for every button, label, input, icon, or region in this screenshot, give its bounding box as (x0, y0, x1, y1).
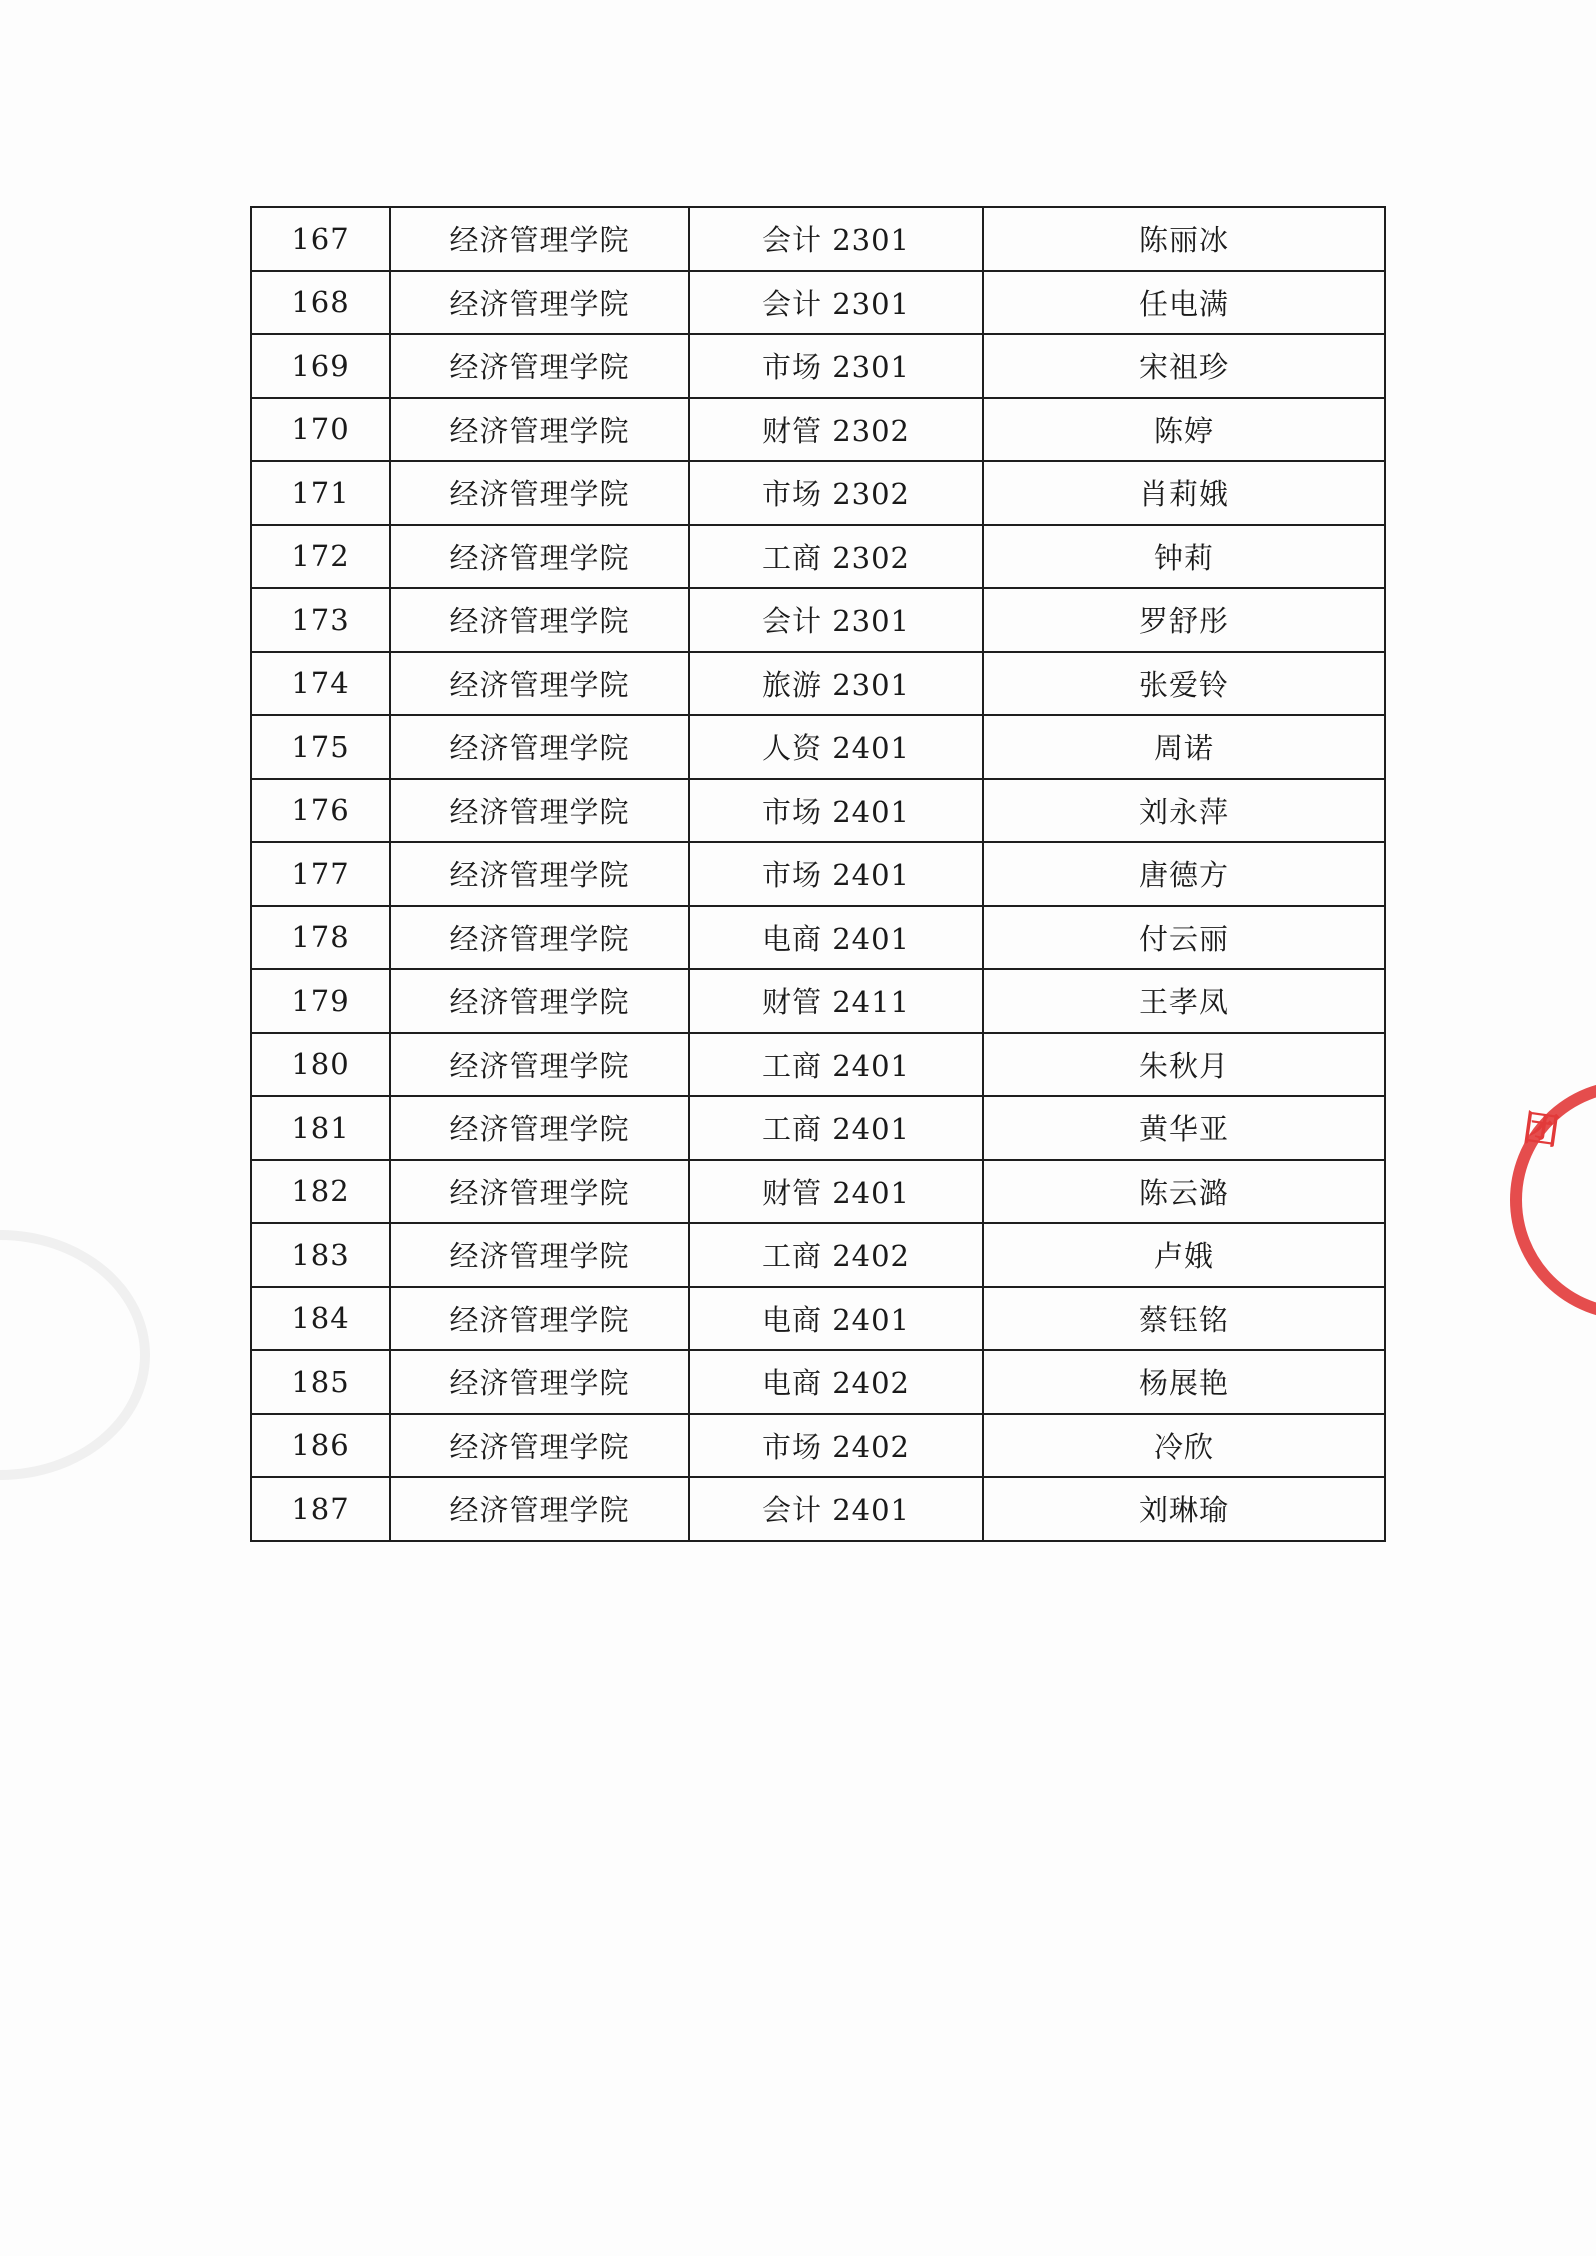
college-cell: 经济管理学院 (390, 715, 689, 779)
row-number-cell: 169 (251, 334, 390, 398)
row-number-cell: 184 (251, 1287, 390, 1351)
row-number-cell: 170 (251, 398, 390, 462)
table-row (251, 334, 1385, 398)
faint-stamp-mark (0, 1230, 150, 1480)
row-number-cell: 174 (251, 652, 390, 716)
row-number-cell: 177 (251, 842, 390, 906)
roster-table (250, 206, 1386, 1542)
row-number-cell: 181 (251, 1096, 390, 1160)
row-number-cell: 175 (251, 715, 390, 779)
class-cell: 会计 2301 (689, 588, 983, 652)
roster-table-body (251, 207, 1385, 1541)
class-cell: 会计 2301 (689, 271, 983, 335)
student-name-cell: 陈婷 (983, 398, 1385, 462)
class-cell: 财管 2401 (689, 1160, 983, 1224)
class-cell: 人资 2401 (689, 715, 983, 779)
student-name-cell: 罗舒彤 (983, 588, 1385, 652)
college-cell: 经济管理学院 (390, 1033, 689, 1097)
class-cell: 电商 2402 (689, 1350, 983, 1414)
table-row (251, 398, 1385, 462)
student-name-cell: 宋祖珍 (983, 334, 1385, 398)
college-cell: 经济管理学院 (390, 906, 689, 970)
table-row (251, 715, 1385, 779)
row-number-cell: 168 (251, 271, 390, 335)
college-cell: 经济管理学院 (390, 398, 689, 462)
college-cell: 经济管理学院 (390, 1414, 689, 1478)
table-row (251, 1223, 1385, 1287)
student-name-cell: 陈丽冰 (983, 207, 1385, 271)
table-row (251, 1350, 1385, 1414)
student-name-cell: 黄华亚 (983, 1096, 1385, 1160)
student-name-cell: 肖莉娥 (983, 461, 1385, 525)
college-cell: 经济管理学院 (390, 334, 689, 398)
seal-text: 团 (1520, 1107, 1562, 1154)
student-name-cell: 唐德方 (983, 842, 1385, 906)
class-cell: 市场 2302 (689, 461, 983, 525)
table-row (251, 906, 1385, 970)
college-cell: 经济管理学院 (390, 1350, 689, 1414)
table-row (251, 461, 1385, 525)
row-number-cell: 173 (251, 588, 390, 652)
row-number-cell: 182 (251, 1160, 390, 1224)
class-cell: 市场 2301 (689, 334, 983, 398)
class-cell: 电商 2401 (689, 1287, 983, 1351)
row-number-cell: 187 (251, 1477, 390, 1541)
college-cell: 经济管理学院 (390, 588, 689, 652)
table-row (251, 525, 1385, 589)
table-row (251, 842, 1385, 906)
student-name-cell: 任电满 (983, 271, 1385, 335)
college-cell: 经济管理学院 (390, 1223, 689, 1287)
student-name-cell: 卢娥 (983, 1223, 1385, 1287)
college-cell: 经济管理学院 (390, 271, 689, 335)
college-cell: 经济管理学院 (390, 969, 689, 1033)
row-number-cell: 172 (251, 525, 390, 589)
row-number-cell: 185 (251, 1350, 390, 1414)
row-number-cell: 186 (251, 1414, 390, 1478)
class-cell: 电商 2401 (689, 906, 983, 970)
table-row (251, 1160, 1385, 1224)
college-cell: 经济管理学院 (390, 842, 689, 906)
student-name-cell: 陈云潞 (983, 1160, 1385, 1224)
row-number-cell: 171 (251, 461, 390, 525)
college-cell: 经济管理学院 (390, 652, 689, 716)
class-cell: 财管 2302 (689, 398, 983, 462)
table-row (251, 271, 1385, 335)
table-row (251, 779, 1385, 843)
college-cell: 经济管理学院 (390, 1287, 689, 1351)
table-row (251, 1287, 1385, 1351)
student-name-cell: 蔡钰铭 (983, 1287, 1385, 1351)
class-cell: 会计 2301 (689, 207, 983, 271)
college-cell: 经济管理学院 (390, 525, 689, 589)
class-cell: 会计 2401 (689, 1477, 983, 1541)
student-name-cell: 王孝凤 (983, 969, 1385, 1033)
student-name-cell: 张爱铃 (983, 652, 1385, 716)
college-cell: 经济管理学院 (390, 461, 689, 525)
class-cell: 工商 2401 (689, 1096, 983, 1160)
class-cell: 工商 2402 (689, 1223, 983, 1287)
student-name-cell: 冷欣 (983, 1414, 1385, 1478)
table-row (251, 588, 1385, 652)
student-name-cell: 杨展艳 (983, 1350, 1385, 1414)
student-name-cell: 周诺 (983, 715, 1385, 779)
class-cell: 财管 2411 (689, 969, 983, 1033)
table-row (251, 1096, 1385, 1160)
student-name-cell: 刘琳瑜 (983, 1477, 1385, 1541)
table-row (251, 969, 1385, 1033)
college-cell: 经济管理学院 (390, 207, 689, 271)
class-cell: 工商 2401 (689, 1033, 983, 1097)
table-row (251, 207, 1385, 271)
college-cell: 经济管理学院 (390, 1160, 689, 1224)
row-number-cell: 180 (251, 1033, 390, 1097)
table-row (251, 1414, 1385, 1478)
student-name-cell: 钟莉 (983, 525, 1385, 589)
college-cell: 经济管理学院 (390, 1096, 689, 1160)
class-cell: 工商 2302 (689, 525, 983, 589)
class-cell: 市场 2402 (689, 1414, 983, 1478)
row-number-cell: 178 (251, 906, 390, 970)
table-row (251, 1033, 1385, 1097)
row-number-cell: 179 (251, 969, 390, 1033)
class-cell: 市场 2401 (689, 842, 983, 906)
student-name-cell: 付云丽 (983, 906, 1385, 970)
table-row (251, 652, 1385, 716)
row-number-cell: 167 (251, 207, 390, 271)
row-number-cell: 176 (251, 779, 390, 843)
college-cell: 经济管理学院 (390, 1477, 689, 1541)
student-name-cell: 刘永萍 (983, 779, 1385, 843)
row-number-cell: 183 (251, 1223, 390, 1287)
class-cell: 市场 2401 (689, 779, 983, 843)
table-row (251, 1477, 1385, 1541)
student-name-cell: 朱秋月 (983, 1033, 1385, 1097)
college-cell: 经济管理学院 (390, 779, 689, 843)
class-cell: 旅游 2301 (689, 652, 983, 716)
